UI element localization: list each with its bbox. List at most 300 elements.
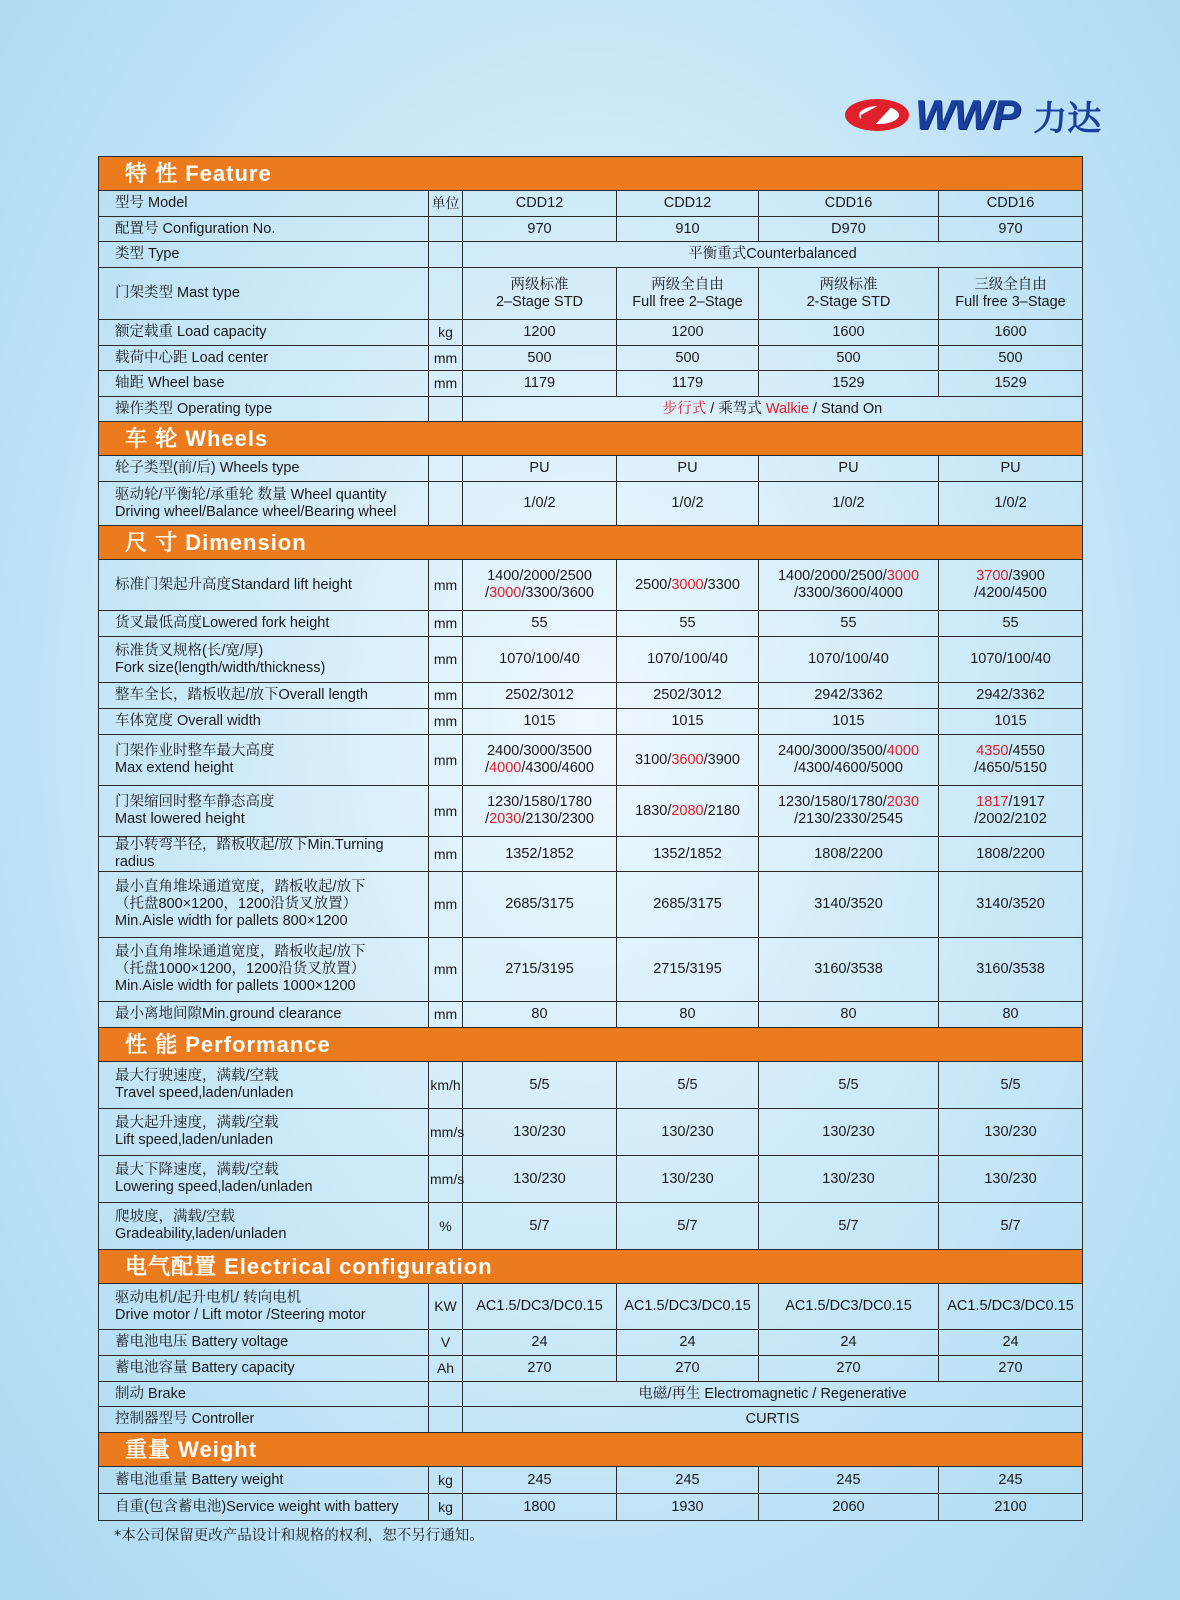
spec-row-max-extend (99, 735, 1083, 786)
row-label: 制动 Brake (99, 1382, 429, 1407)
value-text: /4200/4500 (974, 585, 1047, 601)
row-value-model-3: 1600 (759, 320, 939, 346)
value-text: Gradeability,laden/unladen (115, 1226, 287, 1242)
row-value-model-2: PU (617, 456, 759, 482)
value-text: 最大起升速度，满载/空载 (115, 1115, 279, 1131)
spec-row-type (99, 242, 1083, 268)
row-value-model-1: 1/0/2 (463, 482, 617, 526)
row-value-model-4: 2942/3362 (939, 683, 1083, 709)
row-unit: mm (429, 709, 463, 735)
row-value-model-3: 5/7 (759, 1203, 939, 1250)
value-text: 标准货叉规格(长/宽/厚) (115, 642, 264, 659)
row-label (99, 1284, 429, 1330)
row-label (99, 637, 429, 683)
highlight-value: Walkie (765, 400, 809, 417)
row-label: 自重(包含蓄电池)Service weight with battery (99, 1494, 429, 1521)
row-value-model-3: 130/230 (759, 1109, 939, 1156)
row-unit: mm (429, 560, 463, 611)
row-unit (429, 217, 463, 242)
logo-chinese-text: 力达 (1033, 98, 1102, 139)
row-unit: mm (429, 872, 463, 938)
spec-row-brake (99, 1382, 1083, 1407)
row-value-model-4 (939, 735, 1083, 786)
row-label: 额定载重 Load capacity (99, 320, 429, 346)
value-text: （托盘1000×1200，1200沿货叉放置） (115, 961, 366, 977)
spec-row-ground-clearance (99, 1002, 1083, 1028)
value-text: /4550 (1008, 743, 1045, 759)
row-value-model-1 (463, 560, 617, 611)
row-value-model-1 (463, 786, 617, 837)
section-title: 特 性 Feature (99, 157, 1083, 191)
logo-emblem-icon (843, 95, 913, 135)
row-value-model-3: 1070/100/40 (759, 637, 939, 683)
row-label: 最小离地间隙Min.ground clearance (99, 1002, 429, 1028)
row-value-model-3: 55 (759, 611, 939, 637)
value-text: 最大行驶速度，满载/空载 (115, 1068, 279, 1084)
row-value-model-3 (759, 735, 939, 786)
row-value-model-2: 130/230 (617, 1156, 759, 1203)
value-text: 爬坡度，满载/空载 (115, 1209, 236, 1225)
row-label: 整车全长，踏板收起/放下Overall length (99, 683, 429, 709)
value-text: Driving wheel/Balance wheel/Bearing wheel (115, 503, 397, 520)
section-header-weight (99, 1433, 1083, 1467)
value-text: 1230/1580/1780 (487, 794, 592, 810)
section-title: 车 轮 Wheels (99, 422, 1083, 456)
row-label: 控制器型号 Controller (99, 1407, 429, 1433)
row-value-model-3: 1/0/2 (759, 482, 939, 526)
spec-row-capacity (99, 320, 1083, 346)
value-text: Full free 2–Stage (632, 293, 743, 310)
row-value-model-3: 245 (759, 1467, 939, 1494)
value-text: Fork size(length/width/thickness) (115, 659, 326, 676)
row-value-model-4: 55 (939, 611, 1083, 637)
row-value-model-4: 1600 (939, 320, 1083, 346)
row-value-model-4: 130/230 (939, 1109, 1083, 1156)
spec-row-battery-weight (99, 1467, 1083, 1494)
row-value-model-1: 1200 (463, 320, 617, 346)
value-text: 最大下降速度，满载/空载 (115, 1162, 279, 1178)
row-label (99, 872, 429, 938)
row-unit: V (429, 1330, 463, 1356)
row-value-model-3: 1808/2200 (759, 837, 939, 872)
highlight-value: 4000 (489, 760, 522, 776)
highlight-value: 1817 (976, 794, 1009, 810)
row-value-model-4: 24 (939, 1330, 1083, 1356)
row-value-model-3: 130/230 (759, 1156, 939, 1203)
row-label: 类型 Type (99, 242, 429, 268)
spec-row-lift-speed (99, 1109, 1083, 1156)
row-value-model-2: CDD12 (617, 191, 759, 217)
section-header-dimension (99, 526, 1083, 560)
row-value-model-2: 55 (617, 611, 759, 637)
highlight-value: 3000 (671, 576, 704, 593)
row-value-model-1 (463, 268, 617, 320)
row-value-model-3 (759, 786, 939, 837)
row-label: 蓄电池电压 Battery voltage (99, 1330, 429, 1356)
row-value-model-3: 2942/3362 (759, 683, 939, 709)
row-value-model-2: 2715/3195 (617, 938, 759, 1002)
row-value-span: 电磁/再生 Electromagnetic / Regenerative (463, 1382, 1083, 1407)
highlight-value: 2030 (489, 811, 522, 827)
row-unit: KW (429, 1284, 463, 1330)
row-label: 型号 Model (99, 191, 429, 217)
row-value-model-4: 1070/100/40 (939, 637, 1083, 683)
value-text: /2002/2102 (974, 811, 1047, 827)
row-value-model-2: 80 (617, 1002, 759, 1028)
value-text: 门架作业时整车最大高度 (115, 743, 275, 759)
spec-row-aisle-1000 (99, 938, 1083, 1002)
row-value-model-4: 1529 (939, 371, 1083, 397)
spec-row-mast-lowered (99, 786, 1083, 837)
value-text: Full free 3–Stage (955, 293, 1066, 310)
row-label (99, 1109, 429, 1156)
row-value-model-4: 500 (939, 346, 1083, 371)
value-text: 两级全自由 (651, 276, 724, 293)
row-unit: Ah (429, 1356, 463, 1382)
row-value-span: 平衡重式Counterbalanced (463, 242, 1083, 268)
row-unit: km/h (429, 1062, 463, 1109)
row-unit (429, 1407, 463, 1433)
row-value-model-1: 24 (463, 1330, 617, 1356)
brand-logo (843, 92, 1101, 138)
row-value-model-1: 270 (463, 1356, 617, 1382)
row-value-model-4: 245 (939, 1467, 1083, 1494)
value-text: 驱动轮/平衡轮/承重轮 数量 Wheel quantity (115, 486, 387, 503)
value-text: /3300/3600/4000 (794, 585, 903, 601)
row-value-model-4: AC1.5/DC3/DC0.15 (939, 1284, 1083, 1330)
highlight-value: 2080 (671, 802, 704, 819)
row-unit: mm (429, 1002, 463, 1028)
row-unit: mm (429, 611, 463, 637)
value-text: / (485, 760, 490, 776)
value-text: /3300/3600 (521, 585, 594, 601)
value-text: /1917 (1008, 794, 1045, 810)
row-value-model-4: 80 (939, 1002, 1083, 1028)
row-unit (429, 1382, 463, 1407)
row-value-model-3: 1015 (759, 709, 939, 735)
section-header-electrical (99, 1250, 1083, 1284)
row-unit: mm (429, 346, 463, 371)
row-value-model-4: 2100 (939, 1494, 1083, 1521)
row-value-model-4: PU (939, 456, 1083, 482)
value-text: 最小直角堆垛通道宽度，踏板收起/放下 (115, 944, 366, 960)
row-unit (429, 482, 463, 526)
row-value-model-2: 5/5 (617, 1062, 759, 1109)
highlight-value: 步行式 (662, 400, 707, 417)
row-value-model-1: 130/230 (463, 1109, 617, 1156)
value-text: Lowering speed,laden/unladen (115, 1179, 313, 1195)
row-value-model-4 (939, 560, 1083, 611)
spec-row-aisle-800 (99, 872, 1083, 938)
row-value-model-4: 130/230 (939, 1156, 1083, 1203)
value-text: Max extend height (115, 760, 234, 776)
row-value-model-3: 24 (759, 1330, 939, 1356)
row-value-model-2 (617, 560, 759, 611)
spec-row-lowering-speed (99, 1156, 1083, 1203)
row-value-model-1: 2715/3195 (463, 938, 617, 1002)
row-label: 门架类型 Mast type (99, 268, 429, 320)
value-text: / (485, 585, 490, 601)
row-value-model-1: 80 (463, 1002, 617, 1028)
row-value-model-1: 5/7 (463, 1203, 617, 1250)
section-title: 性 能 Performance (99, 1028, 1083, 1062)
row-label: 操作类型 Operating type (99, 397, 429, 422)
row-label (99, 482, 429, 526)
value-text: /3300 (703, 576, 740, 593)
row-value-model-4 (939, 786, 1083, 837)
value-text: Min.Aisle width for pallets 800×1200 (115, 913, 348, 929)
highlight-value: 4000 (886, 743, 920, 759)
value-text: 两级标准 (819, 276, 878, 293)
value-text: / Stand On (808, 400, 883, 417)
highlight-value: 3000 (886, 568, 920, 584)
row-value-model-1: 1015 (463, 709, 617, 735)
value-text: /4300/4600 (521, 760, 594, 776)
row-value-model-2: 1015 (617, 709, 759, 735)
row-value-model-2: 2502/3012 (617, 683, 759, 709)
row-label (99, 1156, 429, 1203)
section-header-wheels (99, 422, 1083, 456)
value-text: 2-Stage STD (806, 293, 891, 310)
row-value-model-4: 1808/2200 (939, 837, 1083, 872)
row-label: 轴距 Wheel base (99, 371, 429, 397)
spec-row-turning (99, 837, 1083, 872)
value-text: /2130/2330/2545 (794, 811, 903, 827)
row-label (99, 938, 429, 1002)
row-label (99, 1203, 429, 1250)
row-value-span (463, 397, 1083, 422)
spec-row-mast (99, 268, 1083, 320)
value-text: 1830/ (635, 802, 672, 819)
value-text: 三级全自由 (974, 276, 1047, 293)
row-label: 标准门架起升高度Standard lift height (99, 560, 429, 611)
row-label: 载荷中心距 Load center (99, 346, 429, 371)
row-unit: mm/s (429, 1156, 463, 1203)
highlight-value: 3000 (489, 585, 522, 601)
row-value-model-4: 1015 (939, 709, 1083, 735)
spec-row-wheel-qty (99, 482, 1083, 526)
value-text: 3100/ (635, 751, 672, 768)
row-value-span: CURTIS (463, 1407, 1083, 1433)
highlight-value: 2030 (886, 794, 920, 810)
value-text: Min.Aisle width for pallets 1000×1200 (115, 978, 356, 994)
spec-row-center (99, 346, 1083, 371)
row-value-model-3 (759, 268, 939, 320)
row-label: 最小转弯半径，踏板收起/放下Min.Turning radius (99, 837, 429, 872)
row-label: 货叉最低高度Lowered fork height (99, 611, 429, 637)
row-value-model-3 (759, 560, 939, 611)
value-text: 1400/2000/2500 (487, 568, 592, 584)
row-value-model-4: 1/0/2 (939, 482, 1083, 526)
spec-row-overall-length (99, 683, 1083, 709)
row-value-model-1: AC1.5/DC3/DC0.15 (463, 1284, 617, 1330)
spec-row-gradeability (99, 1203, 1083, 1250)
spec-row-motors (99, 1284, 1083, 1330)
row-value-model-2: 1352/1852 (617, 837, 759, 872)
spec-table (98, 156, 1083, 1521)
row-value-model-2: 1070/100/40 (617, 637, 759, 683)
row-value-model-2: 910 (617, 217, 759, 242)
row-value-model-3: 500 (759, 346, 939, 371)
section-title: 电气配置 Electrical configuration (99, 1250, 1083, 1284)
row-value-model-3: 3160/3538 (759, 938, 939, 1002)
row-value-model-2: 1200 (617, 320, 759, 346)
row-value-model-4: 5/5 (939, 1062, 1083, 1109)
row-value-model-3: 1529 (759, 371, 939, 397)
row-unit: 单位 (429, 191, 463, 217)
row-unit: kg (429, 1467, 463, 1494)
row-value-model-2: 2685/3175 (617, 872, 759, 938)
row-value-model-3: PU (759, 456, 939, 482)
row-label: 轮子类型(前/后) Wheels type (99, 456, 429, 482)
value-text: 驱动电机/起升电机/ 转向电机 (115, 1289, 302, 1306)
value-text: /3900 (703, 751, 740, 768)
value-text: 最小直角堆垛通道宽度，踏板收起/放下 (115, 879, 366, 895)
row-value-model-1: 1352/1852 (463, 837, 617, 872)
row-value-model-2 (617, 735, 759, 786)
row-value-model-4: 5/7 (939, 1203, 1083, 1250)
row-value-model-1 (463, 735, 617, 786)
row-unit: mm (429, 837, 463, 872)
row-value-model-2: 1/0/2 (617, 482, 759, 526)
row-unit: mm (429, 683, 463, 709)
row-value-model-3: 80 (759, 1002, 939, 1028)
row-value-model-2: 130/230 (617, 1109, 759, 1156)
row-value-model-1: 1800 (463, 1494, 617, 1521)
row-value-model-4: 970 (939, 217, 1083, 242)
row-label (99, 735, 429, 786)
value-text: /2180 (703, 802, 740, 819)
value-text: 门架缩回时整车静态高度 (115, 794, 275, 810)
value-text: 2400/3000/3500 (487, 743, 592, 759)
row-label: 车体宽度 Overall width (99, 709, 429, 735)
row-value-model-2 (617, 786, 759, 837)
spec-row-lift-height (99, 560, 1083, 611)
value-text: /2130/2300 (521, 811, 594, 827)
value-text: 2500/ (635, 576, 672, 593)
row-value-model-1: 970 (463, 217, 617, 242)
value-text: / 乘驾式 (706, 400, 766, 417)
row-value-model-1: 245 (463, 1467, 617, 1494)
highlight-value: 3600 (671, 751, 704, 768)
spec-row-model (99, 191, 1083, 217)
spec-row-wheels-type (99, 456, 1083, 482)
row-unit: % (429, 1203, 463, 1250)
spec-row-wheelbase (99, 371, 1083, 397)
row-unit: kg (429, 1494, 463, 1521)
row-value-model-1: 130/230 (463, 1156, 617, 1203)
row-value-model-2: AC1.5/DC3/DC0.15 (617, 1284, 759, 1330)
spec-row-fork-size (99, 637, 1083, 683)
row-value-model-2 (617, 268, 759, 320)
spec-row-config (99, 217, 1083, 242)
value-text: /4650/5150 (974, 760, 1047, 776)
row-value-model-1: CDD12 (463, 191, 617, 217)
value-text: 2–Stage STD (495, 293, 584, 310)
spec-row-controller (99, 1407, 1083, 1433)
row-unit: mm (429, 371, 463, 397)
row-value-model-3: 3140/3520 (759, 872, 939, 938)
logo-brand-text: WWP (915, 91, 1020, 138)
row-value-model-1: 2502/3012 (463, 683, 617, 709)
row-value-model-1: 1179 (463, 371, 617, 397)
row-unit (429, 242, 463, 268)
value-text: 2400/3000/3500/ (777, 743, 887, 759)
value-text: Travel speed,laden/unladen (115, 1085, 294, 1101)
value-text: 两级标准 (510, 276, 569, 293)
value-text: /3900 (1008, 568, 1045, 584)
row-value-model-3: D970 (759, 217, 939, 242)
row-unit: mm (429, 735, 463, 786)
row-value-model-1: 1070/100/40 (463, 637, 617, 683)
row-value-model-3: 5/5 (759, 1062, 939, 1109)
row-label (99, 786, 429, 837)
row-label (99, 1062, 429, 1109)
row-value-model-4: CDD16 (939, 191, 1083, 217)
row-value-model-3: CDD16 (759, 191, 939, 217)
row-unit: mm (429, 786, 463, 837)
row-unit: mm/s (429, 1109, 463, 1156)
spec-row-battery-voltage (99, 1330, 1083, 1356)
highlight-value: 4350 (976, 743, 1009, 759)
row-label: 配置号 Configuration No. (99, 217, 429, 242)
row-value-model-1: PU (463, 456, 617, 482)
section-title: 重量 Weight (99, 1433, 1083, 1467)
spec-row-service-weight (99, 1494, 1083, 1521)
row-value-model-2: 245 (617, 1467, 759, 1494)
row-value-model-4: 270 (939, 1356, 1083, 1382)
value-text: Mast lowered height (115, 811, 245, 827)
row-value-model-3: 270 (759, 1356, 939, 1382)
row-unit (429, 268, 463, 320)
row-value-model-2: 500 (617, 346, 759, 371)
row-value-model-2: 270 (617, 1356, 759, 1382)
row-unit: mm (429, 938, 463, 1002)
value-text: 1400/2000/2500/ (777, 568, 887, 584)
row-value-model-3: AC1.5/DC3/DC0.15 (759, 1284, 939, 1330)
value-text: Drive motor / Lift motor /Steering motor (115, 1306, 366, 1323)
row-value-model-2: 1930 (617, 1494, 759, 1521)
row-unit: kg (429, 320, 463, 346)
value-text: （托盘800×1200，1200沿货叉放置） (115, 896, 358, 912)
row-value-model-1: 55 (463, 611, 617, 637)
section-title: 尺 寸 Dimension (99, 526, 1083, 560)
spec-row-lowered-fork (99, 611, 1083, 637)
section-header-feature (99, 157, 1083, 191)
row-unit (429, 397, 463, 422)
spec-row-operating (99, 397, 1083, 422)
row-value-model-4: 3140/3520 (939, 872, 1083, 938)
row-label: 蓄电池容量 Battery capacity (99, 1356, 429, 1382)
row-label: 蓄电池重量 Battery weight (99, 1467, 429, 1494)
spec-row-overall-width (99, 709, 1083, 735)
row-unit: mm (429, 637, 463, 683)
highlight-value: 3700 (976, 568, 1009, 584)
row-value-model-2: 1179 (617, 371, 759, 397)
row-value-model-1: 500 (463, 346, 617, 371)
spec-row-battery-capacity (99, 1356, 1083, 1382)
section-header-performance (99, 1028, 1083, 1062)
spec-row-travel-speed (99, 1062, 1083, 1109)
row-value-model-2: 5/7 (617, 1203, 759, 1250)
row-value-model-4 (939, 268, 1083, 320)
row-value-model-1: 5/5 (463, 1062, 617, 1109)
value-text: /4300/4600/5000 (794, 760, 903, 776)
row-value-model-2: 24 (617, 1330, 759, 1356)
row-value-model-1: 2685/3175 (463, 872, 617, 938)
value-text: / (485, 811, 490, 827)
value-text: Lift speed,laden/unladen (115, 1132, 274, 1148)
